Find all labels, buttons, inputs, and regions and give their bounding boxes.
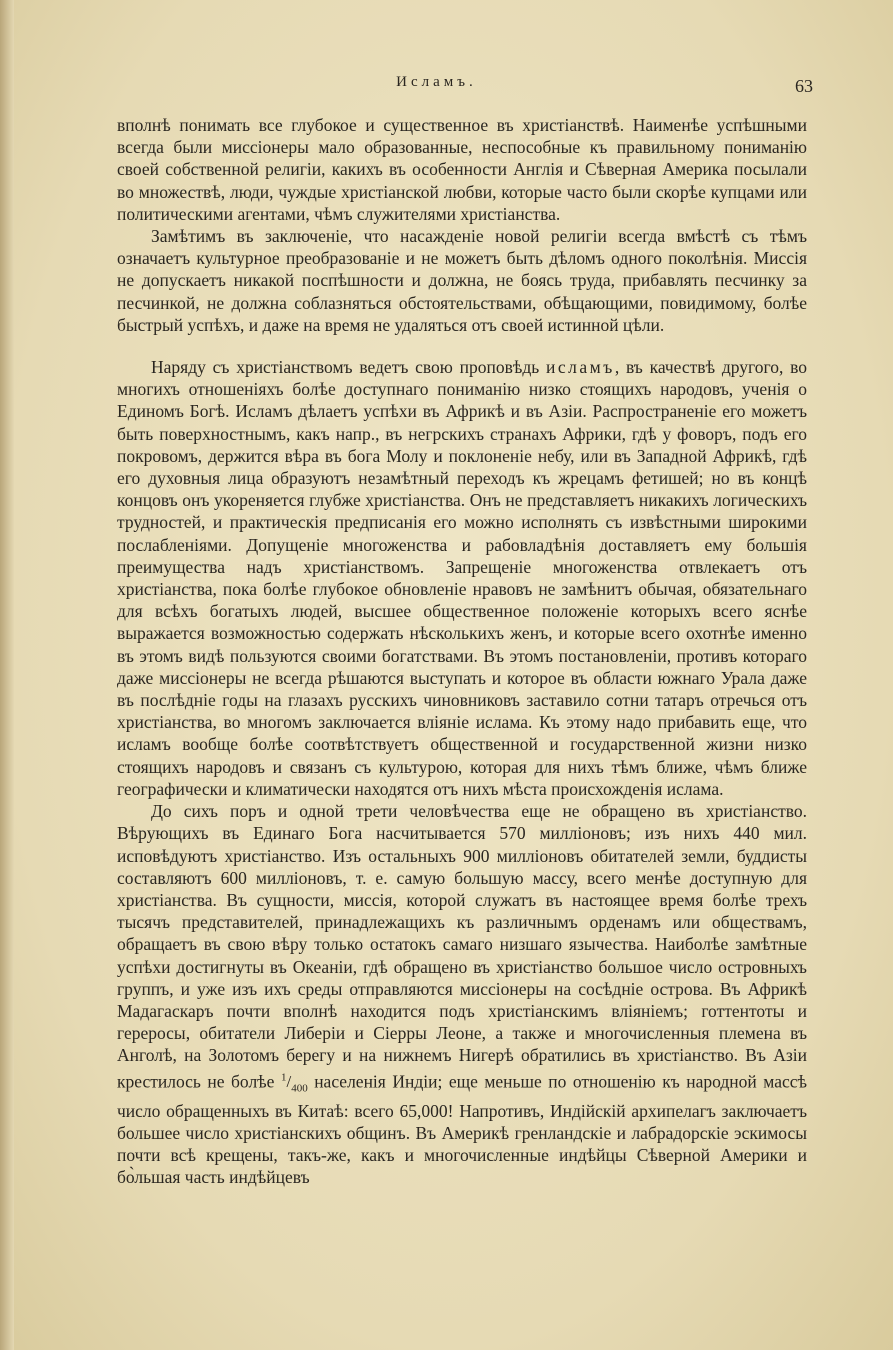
fraction-denominator: 400 (291, 1082, 308, 1095)
page-header (60, 74, 813, 100)
paragraph-4-start: До сихъ поръ и одной трети человѣчества еще не обращено въ христіанство. Вѣрующихъ въ Единаго Бога насчитывается 570 милліоновъ; изъ нихъ 440 мил. исповѣдуютъ христіанство. Изъ остальныхъ 900 милліоновъ обитателей земли, буддисты составляютъ 600 милліоновъ, т. е. самую большую массу, всего менѣе доступную для христіанства. Въ сущности, миссія, которой служатъ въ настоящее время болѣе трехъ тысячъ представителей, принадлежащихъ къ различнымъ орденамъ или обществамъ, обращаетъ въ свою вѣру только остатокъ самаго низшаго язычества. Наиболѣе замѣтные успѣхи достигнуты въ Океаніи, гдѣ обращено въ христіанство большое число островныхъ группъ, и уже изъ ихъ среды отправляются миссіонеры на сосѣдніе острова. Въ Африкѣ Мадагаскаръ почти вполнѣ находится подъ христіанскимъ вліяніемъ; готтентоты и гереросы, обитатели Либеріи и Сіерры Леоне, а также и многочисленныя племена въ Анголѣ, на Золотомъ берегу и на нижнемъ Нигерѣ обратились въ христіанство. Въ Азіи крестилось не болѣе (117, 801, 807, 1092)
section-gap (117, 336, 807, 356)
paragraph-3-start: Наряду съ христіанствомъ ведетъ свою проповѣдь (151, 357, 540, 378)
paragraph-4-rest: населенія Индіи; еще меньше по отношенію къ народной массѣ число обращенныхъ въ Китаѣ: всего 65,000! Напротивъ, Индійскій архипелагъ заключаетъ большее число христіанскихъ общинъ. Въ Америкѣ гренландскіе и лабрадорскіе эскимосы почти всѣ крещены, такъ-же, какъ и многочисленные индѣйцы Сѣверной Америки и бо̀льшая часть индѣйцевъ (117, 1071, 808, 1188)
paragraph-2: Замѣтимъ въ заключеніе, что насажденіе новой религіи всегда вмѣстѣ съ тѣмъ означаетъ культурное преобразованіе и не можетъ быть дѣломъ одного поколѣнія. Миссія не допускаетъ никакой поспѣшности и должна, не боясь труда, прибавлять песчинку за песчинкой, не должна соблазняться обстоятельствами, обѣщающими, повидимому, болѣе быстрый успѣхъ, и даже на время не удаляться отъ своей истинной цѣли. (117, 226, 807, 335)
running-title: Исламъ. (396, 74, 477, 90)
fraction-numerator: 1 (280, 1071, 287, 1084)
body-text (117, 114, 807, 1189)
paragraph-1: вполнѣ понимать все глубокое и существенное въ христіанствѣ. Наименѣе успѣшными всегда были миссіонеры мало образованные, неспособные къ правильному пониманію своей собственной религіи, какихъ въ особенности Англія и Сѣверная Америка посылали во множествѣ, люди, чуждые христіанской любви, которые часто были скорѣе купцами или политическими агентами, чѣмъ служителями христіанства. (117, 115, 807, 224)
paragraph-4 (117, 800, 807, 1189)
paragraph-3-rest: , въ качествѣ другого, во многихъ отношеніяхъ болѣе доступнаго пониманію низко стоящихъ народовъ, ученія о Единомъ Богѣ. Исламъ дѣлаетъ успѣхи въ Африкѣ и въ Азіи. Распространеніе его можетъ быть поверхностнымъ, какъ напр., въ негрскихъ странахъ Африки, гдѣ у фоворъ, подъ его покровомъ, держится вѣра въ бога Молу и поклоненіе небу, или въ Западной Африкѣ, гдѣ его духовныя лица образуютъ незамѣтный переходъ къ жрецамъ фетишей; но въ концѣ концовъ онъ укореняется глубже христіанства. Онъ не представляетъ никакихъ логическихъ трудностей, и практическія предписанія его можно исполнять съ извѣстными широкими послабленіями. Допущеніе многоженства и рабовладѣнія доставляетъ ему большія преимущества надъ христіанствомъ. Запрещеніе многоженства отвлекаетъ отъ христіанства, пока болѣе глубокое обновленіе нравовъ не замѣнитъ обычая, обязательнаго для всѣхъ богатыхъ людей, высшее общественное положеніе которыхъ всего яснѣе выражается возможностью содержать нѣсколькихъ женъ, и которые всего охотнѣе именно въ этомъ видѣ пользуются своими богатствами. Въ этомъ постановленіи, противъ котораго даже миссіонеры не всегда рѣшаются выступать и которое въ области южнаго Урала даже въ послѣдніе годы на глазахъ русскихъ чиновниковъ заставило сотни татаръ отречься отъ христіанства, во многомъ заключается вліяніе ислама. Къ этому надо прибавить еще, что исламъ вообще болѣе соотвѣтствуетъ общественной и государственной жизни низко стоящихъ народовъ и связанъ съ культурою, которая для нихъ тѣмъ ближе, чѣмъ ближе географически и климатически находятся отъ нихъ мѣста происхожденія ислама. (117, 357, 808, 799)
page-spine-shadow (0, 0, 14, 1350)
fraction-one-four-hundredth: $^1/_{400}$ (280, 1071, 308, 1095)
page-number: 63 (795, 76, 813, 96)
keyword-islam: исламъ (546, 357, 615, 378)
paragraph-3 (117, 356, 807, 800)
